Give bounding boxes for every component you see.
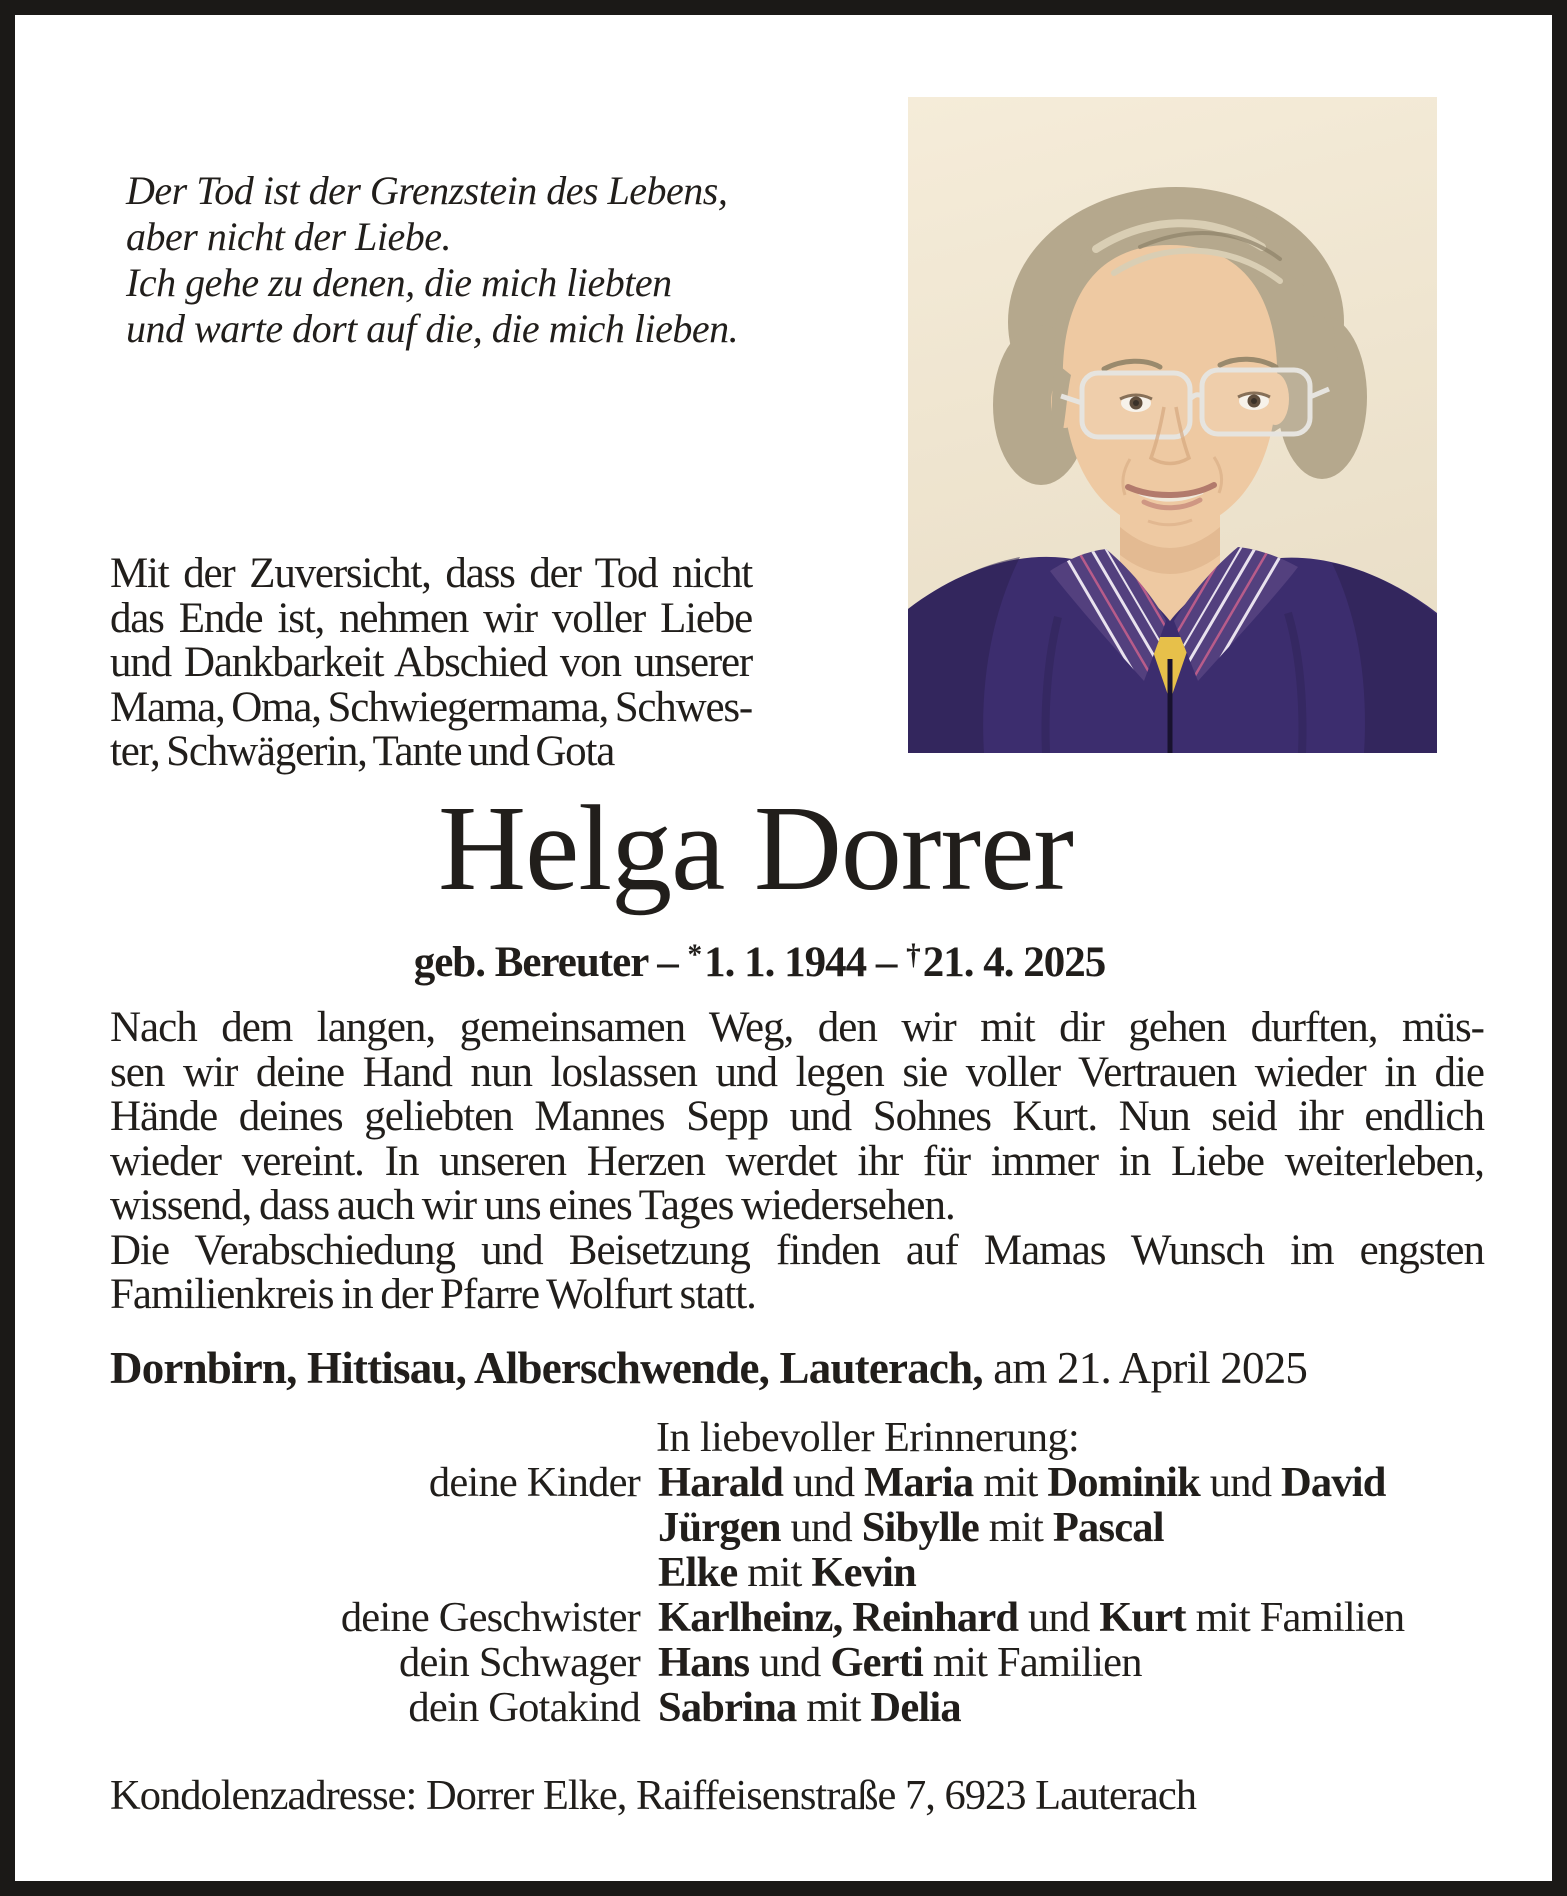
family-member-name: Delia bbox=[870, 1684, 961, 1731]
text-line: aber nicht der Liebe. bbox=[126, 214, 451, 259]
text-line: wissend, dass auch wir uns eines Tages wiedersehen. bbox=[110, 1182, 955, 1229]
birth-star-symbol: * bbox=[687, 938, 702, 971]
family-member-name: Dominik bbox=[1047, 1459, 1200, 1506]
main-text bbox=[110, 1006, 1484, 1318]
text-line: Die Verabschiedung und Beisetzung finden auf Mamas Wunsch im engsten bbox=[110, 1226, 1484, 1274]
family-member-name: David bbox=[1280, 1459, 1386, 1506]
family-names bbox=[658, 1685, 961, 1730]
family-names bbox=[658, 1550, 916, 1595]
maiden-name-and-dates bbox=[0, 938, 1567, 987]
family-member-name: Kurt bbox=[1099, 1594, 1186, 1641]
family-row bbox=[110, 1685, 1404, 1730]
text-line: wieder vereint. In unseren Herzen werdet ihr für immer in Liebe weiterleben, bbox=[110, 1137, 1484, 1185]
text-line: ter, Schwägerin, Tante und Gota bbox=[110, 728, 615, 775]
text-line: Mit der Zuversicht, dass der Tod nicht bbox=[110, 550, 752, 597]
family-names bbox=[658, 1460, 1386, 1505]
family-member-name: Gerti bbox=[830, 1639, 924, 1686]
family-member-name: Karlheinz, Reinhard bbox=[658, 1594, 1019, 1641]
portrait-illustration bbox=[908, 97, 1437, 753]
family-member-name: Elke bbox=[658, 1549, 738, 1596]
family-role-label: dein Gotakind bbox=[408, 1684, 640, 1731]
family-row bbox=[110, 1460, 1404, 1505]
deceased-name-block bbox=[0, 781, 1567, 916]
text-line: Mama, Oma, Schwiegermama, Schwes- bbox=[110, 683, 752, 731]
family-connector-text: mit bbox=[973, 1459, 1048, 1506]
family-member-name: Sabrina bbox=[658, 1684, 797, 1731]
family-connector-text: mit Familien bbox=[923, 1639, 1142, 1686]
family-connector-text: mit bbox=[796, 1684, 871, 1731]
maiden-name-prefix: geb. Bereuter – bbox=[413, 939, 688, 986]
family-row bbox=[110, 1505, 1404, 1550]
text-line: und Dankbarkeit Abschied von unserer bbox=[110, 639, 752, 686]
family-row bbox=[110, 1550, 1404, 1595]
family-role-label bbox=[110, 1505, 640, 1550]
family-member-name: Kevin bbox=[811, 1549, 917, 1596]
family-connector-text: mit bbox=[978, 1504, 1053, 1551]
family-row bbox=[110, 1595, 1404, 1640]
ceremony-lines bbox=[110, 1226, 1484, 1318]
text-line: und warte dort auf die, die mich lieben. bbox=[126, 306, 739, 351]
family-member-name: Harald bbox=[658, 1459, 784, 1506]
date: am 21. April 2025 bbox=[982, 1343, 1308, 1393]
text-line: Hände deines geliebten Mannes Sepp und Sohnes Kurt. Nun seid ihr endlich bbox=[110, 1093, 1484, 1140]
family-connector-text: und bbox=[783, 1459, 865, 1506]
family-role-label: deine Kinder bbox=[428, 1459, 640, 1506]
family-connector-text: und bbox=[780, 1504, 862, 1551]
family-connector-text: und bbox=[749, 1639, 831, 1686]
family-member-name: Maria bbox=[864, 1459, 974, 1506]
intro-lines bbox=[110, 552, 752, 775]
family-row bbox=[110, 1640, 1404, 1685]
dates-separator: – bbox=[866, 939, 907, 986]
farewell-lines bbox=[110, 1006, 1484, 1229]
birth-date: 1. 1. 1944 bbox=[704, 939, 867, 986]
family-role-label: deine Geschwister bbox=[340, 1594, 640, 1641]
family-names bbox=[658, 1640, 1142, 1685]
family-role-label bbox=[110, 1550, 640, 1595]
remembrance-heading: In liebevoller Erinnerung: bbox=[656, 1415, 1080, 1461]
family-names bbox=[658, 1505, 1164, 1550]
opening-quote-lines bbox=[126, 168, 738, 352]
text-line: sen wir deine Hand nun loslassen und legen sie voller Vertrauen wieder in die bbox=[110, 1048, 1484, 1096]
death-cross-symbol: † bbox=[906, 938, 920, 971]
family-list bbox=[110, 1460, 1404, 1730]
place-date-line bbox=[110, 1342, 1307, 1394]
text-line: das Ende ist, nehmen wir voller Liebe bbox=[110, 594, 752, 642]
family-member-name: Pascal bbox=[1052, 1504, 1164, 1551]
family-connector-text: mit Familien bbox=[1185, 1594, 1405, 1641]
text-line: Nach dem langen, gemeinsamen Weg, den wir mit dir gehen durften, müs- bbox=[110, 1004, 1484, 1051]
text-line: Ich gehe zu denen, die mich liebten bbox=[126, 260, 672, 305]
family-connector-text: und bbox=[1018, 1594, 1100, 1641]
family-member-name: Hans bbox=[658, 1639, 750, 1686]
places: Dornbirn, Hittisau, Alberschwende, Lauterach, bbox=[110, 1343, 983, 1393]
text-line: Der Tod ist der Grenzstein des Lebens, bbox=[126, 168, 728, 213]
family-names bbox=[658, 1595, 1404, 1640]
family-role-label: dein Schwager bbox=[399, 1639, 640, 1686]
family-connector-text: mit bbox=[737, 1549, 812, 1596]
death-date: 21. 4. 2025 bbox=[922, 939, 1106, 986]
family-connector-text: und bbox=[1199, 1459, 1281, 1506]
text-line: Familienkreis in der Pfarre Wolfurt statt. bbox=[110, 1271, 756, 1318]
deceased-name: Helga Dorrer bbox=[438, 781, 1073, 916]
family-member-name: Jürgen bbox=[658, 1504, 781, 1551]
condolence-address: Kondolenzadresse: Dorrer Elke, Raiffeisenstraße 7, 6923 Lauterach bbox=[110, 1772, 1196, 1819]
portrait-photo bbox=[908, 97, 1437, 753]
family-member-name: Sibylle bbox=[861, 1504, 979, 1551]
